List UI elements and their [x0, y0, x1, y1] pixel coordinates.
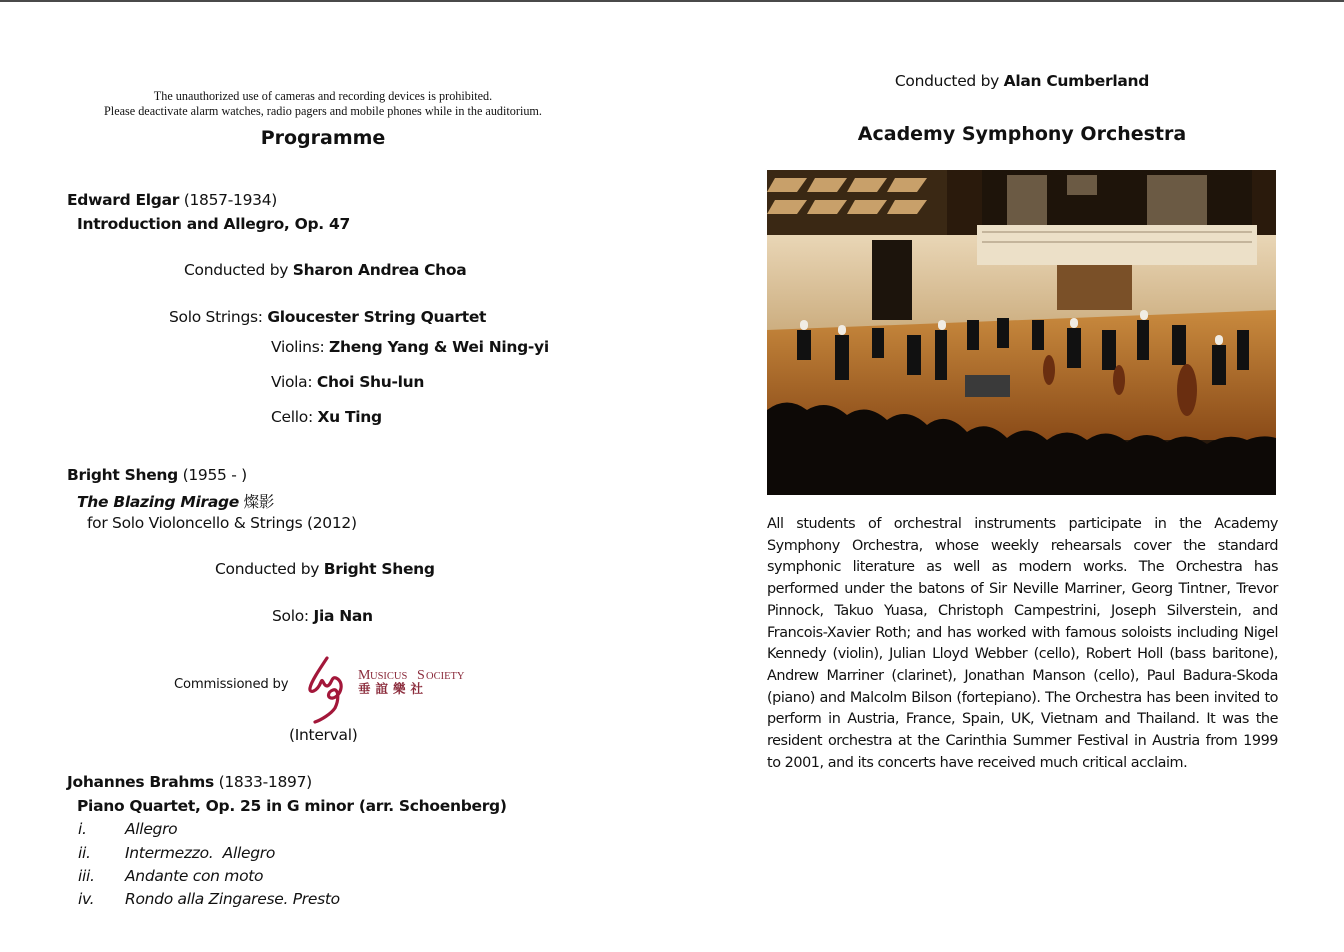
work2-subtitle: for Solo Violoncello & Strings (2012)	[87, 514, 357, 532]
page-top-border	[0, 0, 1344, 2]
work2-conductor-line	[215, 560, 435, 578]
work3-composer-line	[67, 773, 312, 791]
movement-name: Rondo alla Zingarese. Presto	[125, 890, 340, 908]
notice	[60, 89, 586, 119]
svg-text:OCIETY: OCIETY	[426, 671, 465, 682]
movement-3	[0, 867, 600, 891]
violins-label: Violins:	[271, 338, 325, 356]
work2-solo-line	[272, 607, 373, 625]
svg-text:垂誼樂社: 垂誼樂社	[358, 681, 429, 696]
solo-strings-label: Solo Strings:	[169, 308, 263, 326]
svg-text:USICUS: USICUS	[370, 671, 408, 682]
solo-label: Solo:	[272, 607, 309, 625]
work2-title-chinese: 燦影	[243, 493, 275, 511]
movement-4	[0, 890, 600, 914]
viola-label: Viola:	[271, 373, 313, 391]
cello-player: Xu Ting	[317, 408, 382, 426]
orchestra-photo	[767, 170, 1276, 495]
violins-players: Zheng Yang & Wei Ning-yi	[329, 338, 549, 356]
movement-1	[0, 820, 600, 844]
musicus-society-mark-icon	[305, 652, 470, 724]
orchestra-conducted-label: Conducted by	[894, 72, 1000, 90]
work2-conductor: Bright Sheng	[323, 560, 435, 578]
work3-composer: Johannes Brahms	[67, 773, 214, 791]
work2-conducted-label: Conducted by	[215, 560, 320, 578]
commissioned-by-label: Commissioned by	[174, 677, 289, 692]
work2-title-line	[77, 490, 274, 512]
movement-name: Allegro	[125, 820, 178, 838]
work3-dates: (1833-1897)	[218, 773, 312, 791]
work1-solo-strings-line	[169, 308, 486, 326]
orchestra-bio: All students of orchestral instruments participate in the Academy Symphony Orchestra, whose weekly rehearsals cover the standard symphonic literature as well as modern works. The Orchestra has performed under the batons of Sir Neville Marriner, Georg Tintner, Trevor Pinnock, Takuo Yuasa, Christoph Campestrini, Joseph Silverstein, and Francois-Xavier Roth; and has worked with famous soloists including Nigel Kennedy (violin), Julian Lloyd Webber (cello), Robert Holl (bass baritone), Andrew Marriner (clarinet), Jonathan Manson (cello), Paul Badura-Skoda (piano) and Malcolm Bilson (fortepiano). The Orchestra has been invited to perform in Austria, France, Spain, UK, Vietnam and Thailand. It was the resident orchestra at the Carinthia Summer Festival in Austria from 1999 to 2001, and its concerts have received much critical acclaim.	[767, 516, 1278, 771]
movement-name: Andante con moto	[125, 867, 264, 885]
work1-composer: Edward Elgar	[67, 191, 180, 209]
work1-conducted-label: Conducted by	[184, 261, 289, 279]
violins-line	[271, 338, 549, 356]
orchestra-conductor-line	[760, 72, 1284, 90]
work3-title: Piano Quartet, Op. 25 in G minor (arr. Schoenberg)	[77, 797, 507, 815]
solo-strings-ensemble: Gloucester String Quartet	[267, 308, 487, 326]
work2-title: The Blazing Mirage	[77, 493, 240, 511]
movement-2	[0, 844, 600, 868]
movement-number: ii.	[78, 844, 91, 862]
notice-line-2: Please deactivate alarm watches, radio pagers and mobile phones while in the auditorium.	[104, 104, 542, 118]
orchestra-title: Academy Symphony Orchestra	[857, 123, 1187, 145]
cello-line	[271, 408, 382, 426]
movement-name: Intermezzo. Allegro	[125, 844, 275, 862]
orchestra-conductor: Alan Cumberland	[1003, 72, 1150, 90]
cello-label: Cello:	[271, 408, 313, 426]
svg-text:S: S	[417, 668, 425, 683]
work1-conductor: Sharon Andrea Choa	[292, 261, 467, 279]
work2-composer: Bright Sheng	[67, 466, 178, 484]
viola-player: Choi Shu-lun	[316, 373, 425, 391]
musicus-society-logo	[305, 652, 470, 724]
interval-label: (Interval)	[289, 726, 358, 744]
work1-dates: (1857-1934)	[183, 191, 278, 209]
movement-number: i.	[78, 820, 87, 838]
orchestra-photo-icon	[767, 170, 1276, 495]
work2-composer-line	[67, 466, 247, 484]
viola-line	[271, 373, 424, 391]
svg-text:M: M	[358, 668, 371, 683]
work1-composer-line	[67, 191, 277, 209]
movement-number: iv.	[78, 890, 95, 908]
work1-conductor-line	[184, 261, 466, 279]
programme-title: Programme	[260, 127, 386, 149]
work1-title: Introduction and Allegro, Op. 47	[77, 215, 350, 233]
solo-performer: Jia Nan	[313, 607, 373, 625]
notice-line-1: The unauthorized use of cameras and recording devices is prohibited.	[153, 89, 493, 103]
movement-number: iii.	[78, 867, 95, 885]
work2-dates: (1955 - )	[182, 466, 247, 484]
